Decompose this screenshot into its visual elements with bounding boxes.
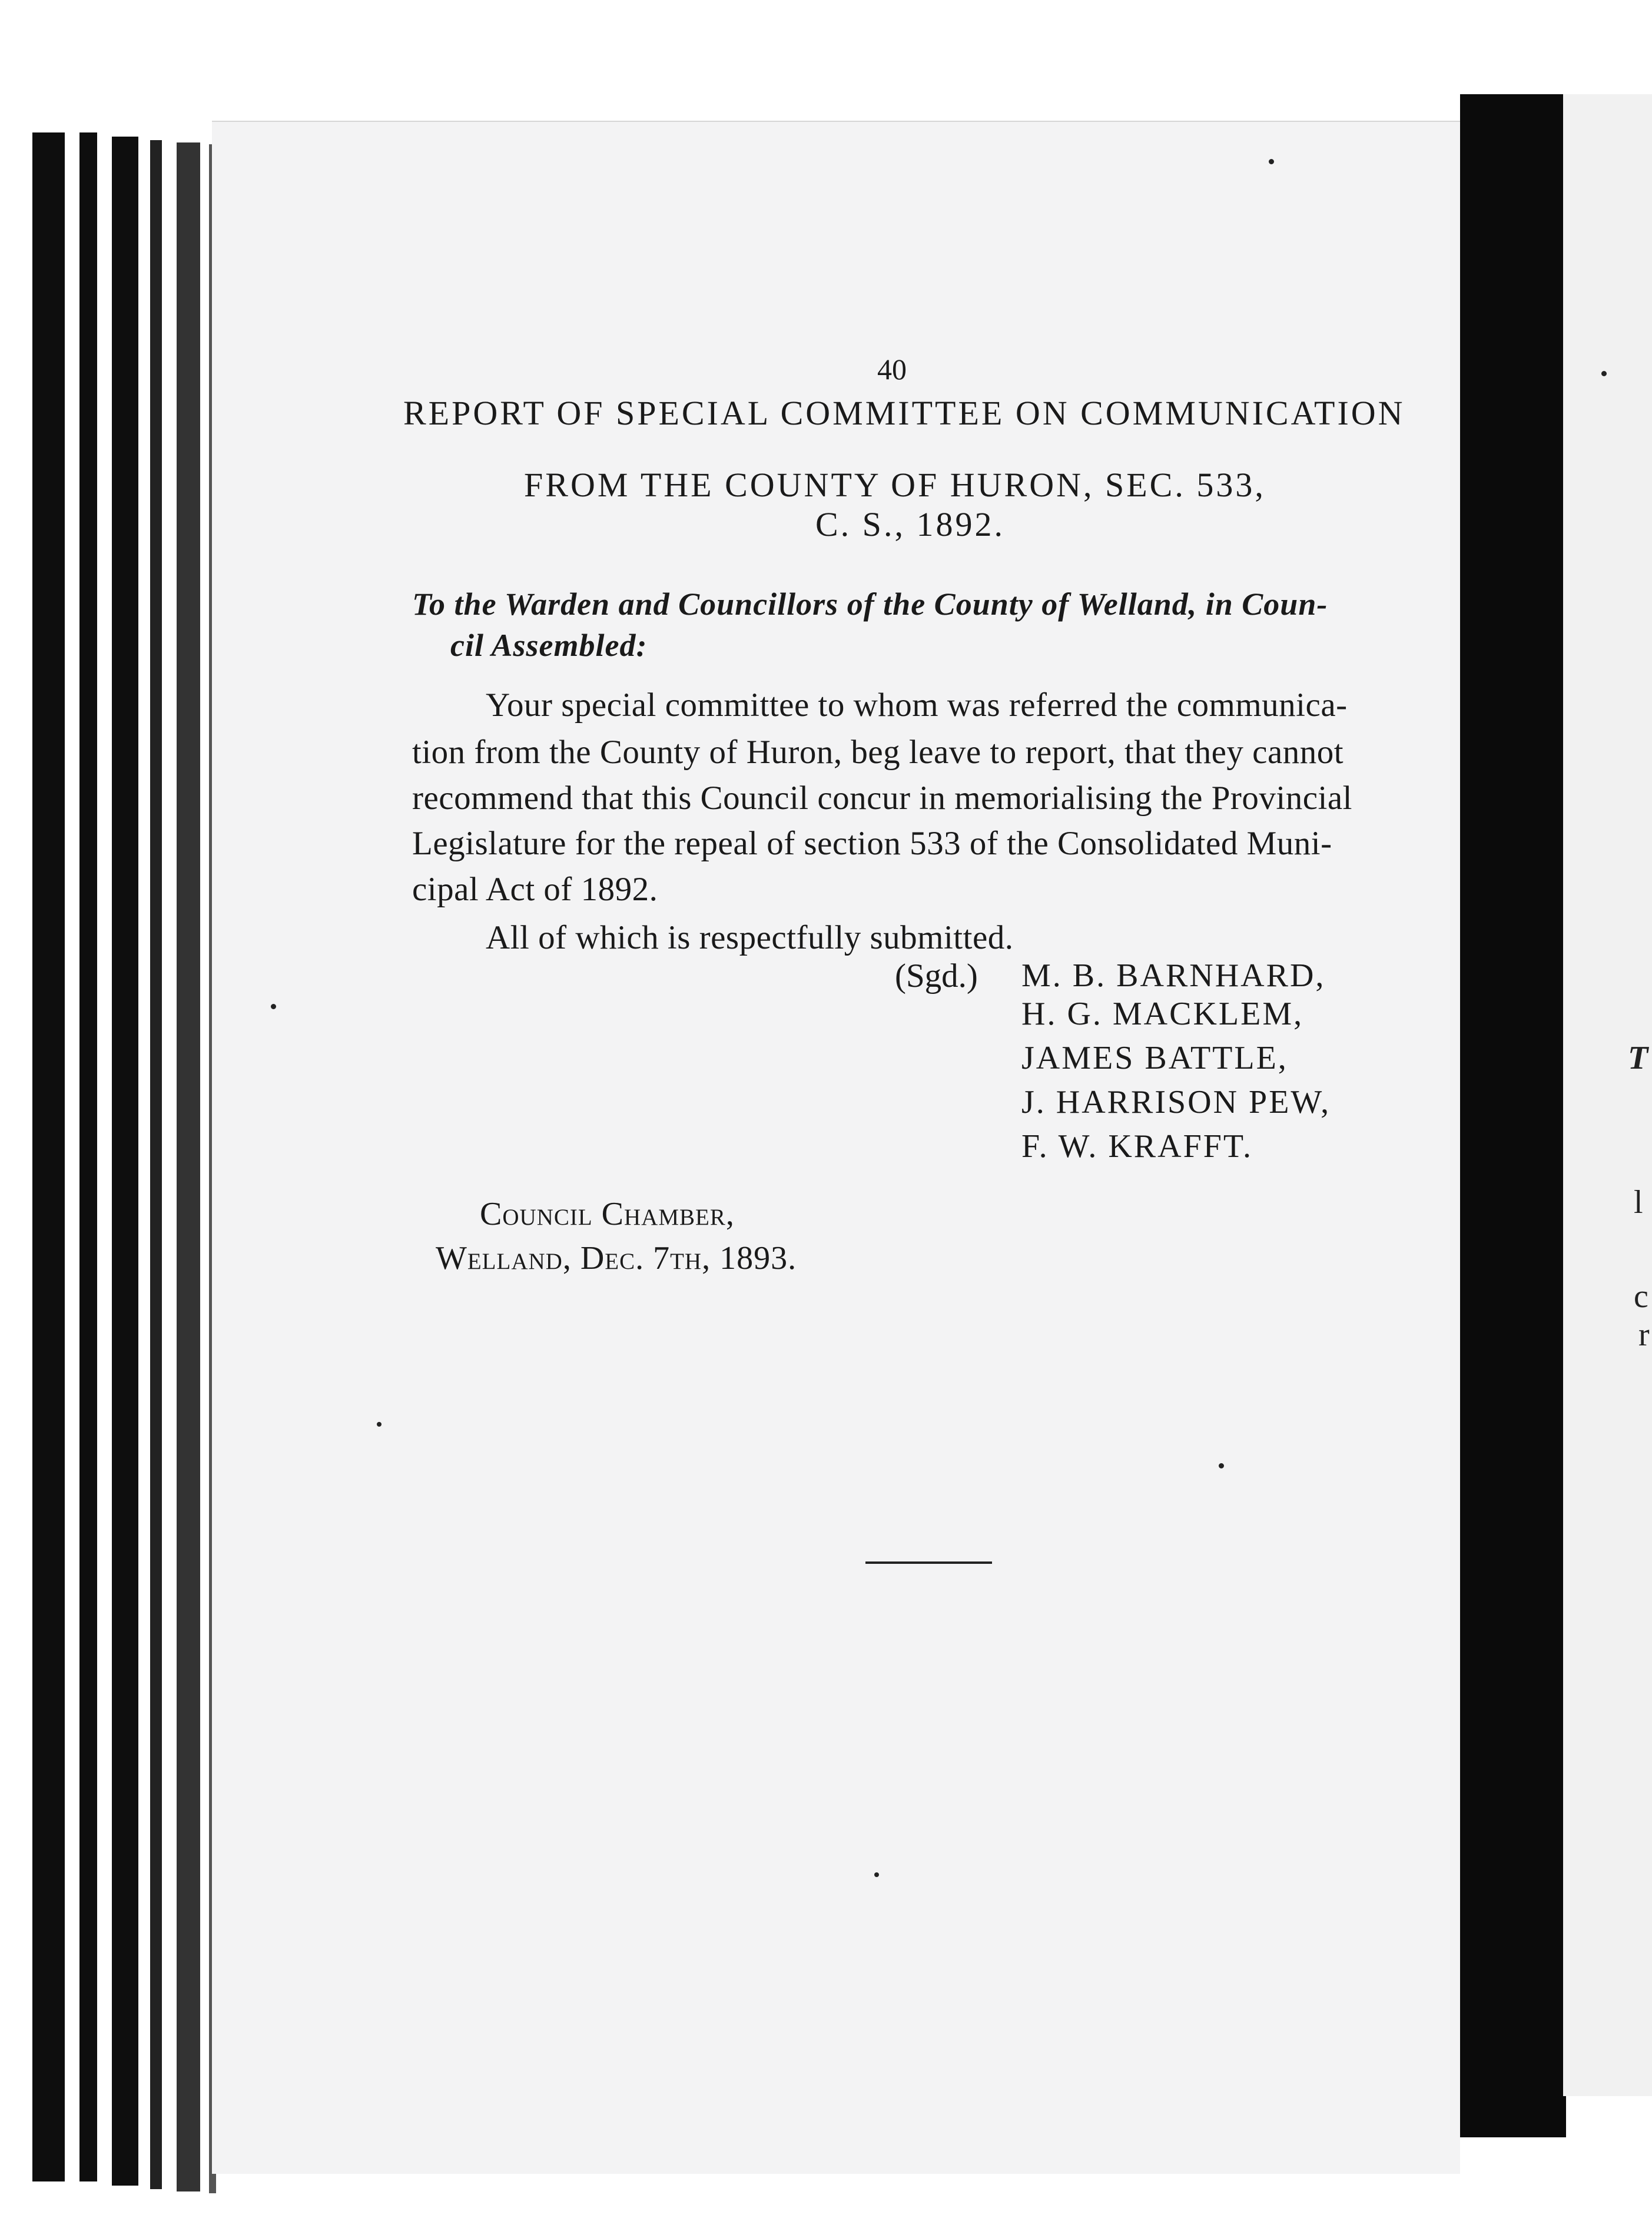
binding-shadow <box>150 140 162 2189</box>
binding-shadow <box>112 137 138 2186</box>
adjacent-page-fragment: r <box>1638 1317 1650 1353</box>
report-title-line: REPORT OF SPECIAL COMMITTEE ON COMMUNICATION <box>403 394 1405 432</box>
salutation-line: cil Assembled: <box>450 628 648 663</box>
place-line: Council Chamber, <box>480 1196 735 1232</box>
signatory-name: H. G. MACKLEM, <box>1021 996 1304 1032</box>
adjacent-page-fragment: c <box>1634 1278 1648 1315</box>
scan-speck <box>1269 159 1274 164</box>
scan-speck <box>1601 371 1607 376</box>
adjacent-page <box>1563 94 1652 2096</box>
report-title-line: FROM THE COUNTY OF HURON, SEC. 533, <box>524 466 1266 504</box>
scan-speck <box>271 1004 276 1009</box>
body-line: recommend that this Council concur in memorialising the Provincial <box>412 780 1352 817</box>
page-number: 40 <box>877 353 907 386</box>
scan-speck <box>377 1422 382 1427</box>
section-divider <box>865 1561 992 1564</box>
signatory-name: J. HARRISON PEW, <box>1021 1084 1331 1120</box>
binding-shadow <box>79 132 97 2181</box>
scan-speck <box>1219 1463 1224 1468</box>
adjacent-page-fragment: l <box>1634 1184 1643 1221</box>
body-line: cipal Act of 1892. <box>412 871 658 908</box>
binding-shadow <box>177 142 200 2191</box>
adjacent-page-fragment: T <box>1628 1040 1648 1076</box>
salutation-line: To the Warden and Councillors of the County of Welland, in Coun- <box>412 586 1328 622</box>
scan-margin <box>0 0 24 2228</box>
body-line: Your special committee to whom was referred the communica- <box>486 687 1348 724</box>
binding-shadow <box>32 132 65 2181</box>
scan-speck <box>874 1872 879 1877</box>
report-title-line: C. S., 1892. <box>815 505 1005 543</box>
body-line: All of which is respectfully submitted. <box>486 919 1014 956</box>
signed-label: (Sgd.) <box>895 957 978 994</box>
body-line: Legislature for the repeal of section 533 of the Consolidated Muni- <box>412 825 1332 862</box>
body-line: tion from the County of Huron, beg leave to report, that they cannot <box>412 734 1344 771</box>
signatory-name: M. B. BARNHARD, <box>1021 957 1326 994</box>
signatory-name: F. W. KRAFFT. <box>1021 1128 1253 1165</box>
place-line: Welland, Dec. 7th, 1893. <box>436 1240 797 1277</box>
gutter-shadow <box>1460 94 1566 2137</box>
signatory-name: JAMES BATTLE, <box>1021 1040 1288 1076</box>
